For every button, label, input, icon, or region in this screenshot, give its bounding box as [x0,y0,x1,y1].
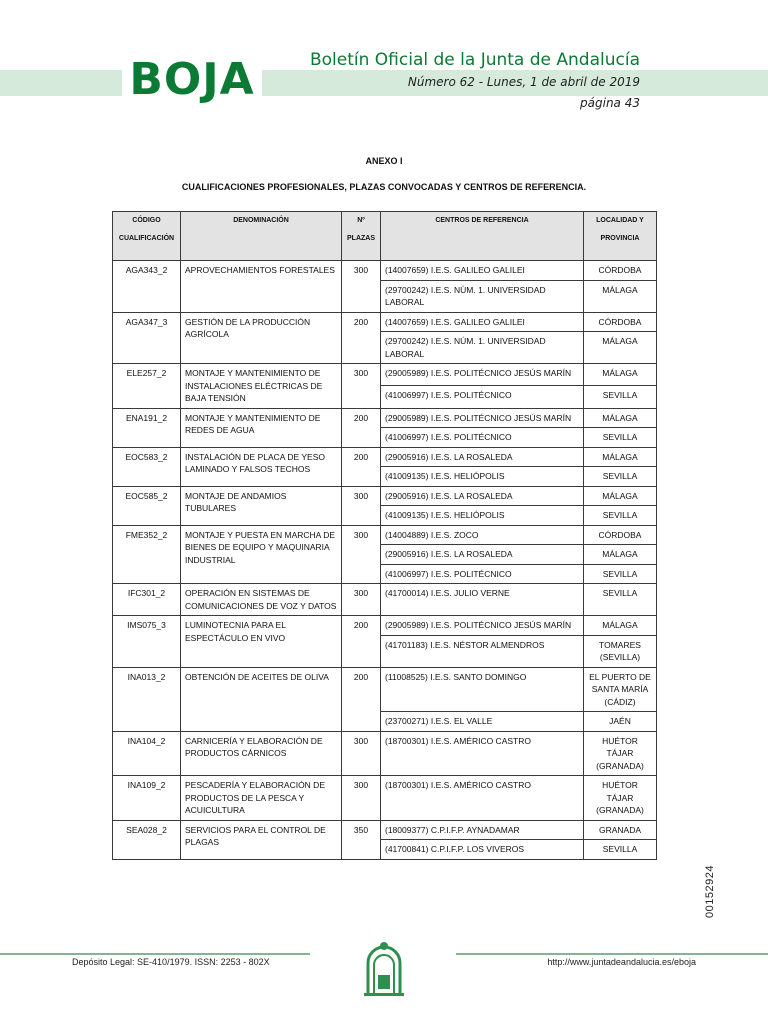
location: SEVILLA [584,584,657,616]
location: TOMARES (SEVILLA) [584,635,657,667]
reference-center: (14007659) I.E.S. GALILEO GALILEI [381,261,584,281]
qualification-name: MONTAJE Y MANTENIMIENTO DE INSTALACIONES ELÉCTRICAS DE BAJA TENSIÓN [181,364,342,409]
qualification-name: OBTENCIÓN DE ACEITES DE OLIVA [181,667,342,731]
plazas-count: 200 [342,447,381,486]
qualification-code: EOC583_2 [113,447,181,486]
qualification-name: OPERACIÓN EN SISTEMAS DE COMUNICACIONES DE VOZ Y DATOS [181,584,342,616]
qualification-name: GESTIÓN DE LA PRODUCCIÓN AGRÍCOLA [181,312,342,364]
reference-center: (29005916) I.E.S. LA ROSALEDA [381,545,584,565]
location: HUÉTOR TÁJAR (GRANADA) [584,776,657,821]
reference-center: (41006997) I.E.S. POLITÉCNICO [381,428,584,448]
reference-center: (18700301) I.E.S. AMÉRICO CASTRO [381,776,584,821]
location: SEVILLA [584,506,657,526]
location: MÁLAGA [584,332,657,364]
reference-center: (29700242) I.E.S. NÚM. 1. UNIVERSIDAD LABORAL [381,332,584,364]
qualification-code: ENA191_2 [113,408,181,447]
website-url: http://www.juntadeandalucia.es/eboja [547,957,696,967]
reference-center: (14004889) I.E.S. ZOCO [381,525,584,545]
table-row [113,486,657,506]
plazas-count: 200 [342,312,381,364]
location: MÁLAGA [584,486,657,506]
reference-center: (29005989) I.E.S. POLITÉCNICO JESÚS MARÍN [381,616,584,636]
header-code: CÓDIGO CUALIFICACIÓN [113,212,181,261]
reference-center: (41009135) I.E.S. HELIÓPOLIS [381,467,584,487]
plazas-count: 300 [342,364,381,409]
annex-heading: ANEXO I [365,156,403,166]
location: MÁLAGA [584,280,657,312]
location: MÁLAGA [584,545,657,565]
location: CÓRDOBA [584,525,657,545]
plazas-count: 300 [342,584,381,616]
header-centers: CENTROS DE REFERENCIA [381,212,584,261]
reference-center: (41700841) C.P.I.F.P. LOS VIVEROS [381,840,584,860]
footer-rule-right [456,953,768,955]
plazas-count: 300 [342,261,381,313]
table-row [113,408,657,428]
reference-center: (18700301) I.E.S. AMÉRICO CASTRO [381,731,584,776]
reference-center: (41006997) I.E.S. POLITÉCNICO [381,564,584,584]
reference-center: (41009135) I.E.S. HELIÓPOLIS [381,506,584,526]
qualification-code: AGA347_3 [113,312,181,364]
bulletin-title: Boletín Oficial de la Junta de Andalucía [309,50,640,70]
table-row [113,667,657,712]
header-location: LOCALIDAD Y PROVINCIA [584,212,657,261]
table-row [113,261,657,281]
plazas-count: 300 [342,525,381,584]
reference-center: (41701183) I.E.S. NÉSTOR ALMENDROS [381,635,584,667]
plazas-count: 200 [342,616,381,668]
reference-center: (29005916) I.E.S. LA ROSALEDA [381,486,584,506]
qualification-name: APROVECHAMIENTOS FORESTALES [181,261,342,313]
reference-center: (11008525) I.E.S. SANTO DOMINGO [381,667,584,712]
table-row [113,820,657,840]
location: SEVILLA [584,564,657,584]
plazas-count: 300 [342,731,381,776]
table-row [113,616,657,636]
header-plazas: Nº PLAZAS [342,212,381,261]
location: GRANADA [584,820,657,840]
legal-deposit: Depósito Legal: SE-410/1979. ISSN: 2253 - 802X [72,957,270,967]
reference-center: (29700242) I.E.S. NÚM. 1. UNIVERSIDAD LABORAL [381,280,584,312]
table-row [113,731,657,776]
header-band [0,70,768,96]
qualification-name: INSTALACIÓN DE PLACA DE YESO LAMINADO Y FALSOS TECHOS [181,447,342,486]
reference-center: (29005989) I.E.S. POLITÉCNICO JESÚS MARÍN [381,408,584,428]
location: CÓRDOBA [584,312,657,332]
qualification-code: AGA343_2 [113,261,181,313]
footer-rule-left [0,953,310,955]
plazas-count: 200 [342,408,381,447]
header-name: DENOMINACIÓN [181,212,342,261]
table-row [113,525,657,545]
location: MÁLAGA [584,408,657,428]
location: MÁLAGA [584,447,657,467]
reference-center: (41700014) I.E.S. JULIO VERNE [381,584,584,616]
table-row [113,447,657,467]
reference-center: (23700271) I.E.S. EL VALLE [381,712,584,732]
qualification-name: MONTAJE Y PUESTA EN MARCHA DE BIENES DE EQUIPO Y MAQUINARIA INDUSTRIAL [181,525,342,584]
qualification-name: CARNICERÍA Y ELABORACIÓN DE PRODUCTOS CÁRNICOS [181,731,342,776]
plazas-count: 300 [342,776,381,821]
qualification-code: IFC301_2 [113,584,181,616]
plazas-count: 200 [342,667,381,731]
qualification-code: INA013_2 [113,667,181,731]
qualification-name: LUMINOTECNIA PARA EL ESPECTÁCULO EN VIVO [181,616,342,668]
table-row [113,776,657,821]
location: SEVILLA [584,840,657,860]
reference-center: (29005916) I.E.S. LA ROSALEDA [381,447,584,467]
table-row [113,364,657,386]
table-row [113,584,657,616]
qualification-name: PESCADERÍA Y ELABORACIÓN DE PRODUCTOS DE LA PESCA Y ACUICULTURA [181,776,342,821]
qualification-code: SEA028_2 [113,820,181,859]
boja-logo: BOJA [122,56,262,104]
qualification-name: MONTAJE Y MANTENIMIENTO DE REDES DE AGUA [181,408,342,447]
location: MÁLAGA [584,364,657,386]
annex-subtitle: CUALIFICACIONES PROFESIONALES, PLAZAS CONVOCADAS Y CENTROS DE REFERENCIA. [181,182,587,192]
location: JAÉN [584,712,657,732]
plazas-count: 300 [342,486,381,525]
qualification-name: MONTAJE DE ANDAMIOS TUBULARES [181,486,342,525]
qualification-name: SERVICIOS PARA EL CONTROL DE PLAGAS [181,820,342,859]
location: SEVILLA [584,428,657,448]
location: SEVILLA [584,386,657,408]
table-header-row [113,212,657,261]
table-row [113,312,657,332]
location: HUÉTOR TÁJAR (GRANADA) [584,731,657,776]
location: SEVILLA [584,467,657,487]
qualifications-table [112,211,657,860]
reference-center: (41006997) I.E.S. POLITÉCNICO [381,386,584,408]
reference-center: (14007659) I.E.S. GALILEO GALILEI [381,312,584,332]
andalucia-emblem-icon [360,937,408,997]
reference-center: (18009377) C.P.I.F.P. AYNADAMAR [381,820,584,840]
location: CÓRDOBA [584,261,657,281]
qualification-code: FME352_2 [113,525,181,584]
document-number: 00152924 [704,865,716,918]
plazas-count: 350 [342,820,381,859]
page-number: página 43 [580,96,640,110]
qualification-code: INA104_2 [113,731,181,776]
qualification-code: INA109_2 [113,776,181,821]
qualification-code: IMS075_3 [113,616,181,668]
qualification-code: ELE257_2 [113,364,181,409]
issue-date: Número 62 - Lunes, 1 de abril de 2019 [407,75,640,89]
qualification-code: EOC585_2 [113,486,181,525]
reference-center: (29005989) I.E.S. POLITÉCNICO JESÚS MARÍN [381,364,584,386]
location: EL PUERTO DE SANTA MARÍA (CÁDIZ) [584,667,657,712]
location: MÁLAGA [584,616,657,636]
